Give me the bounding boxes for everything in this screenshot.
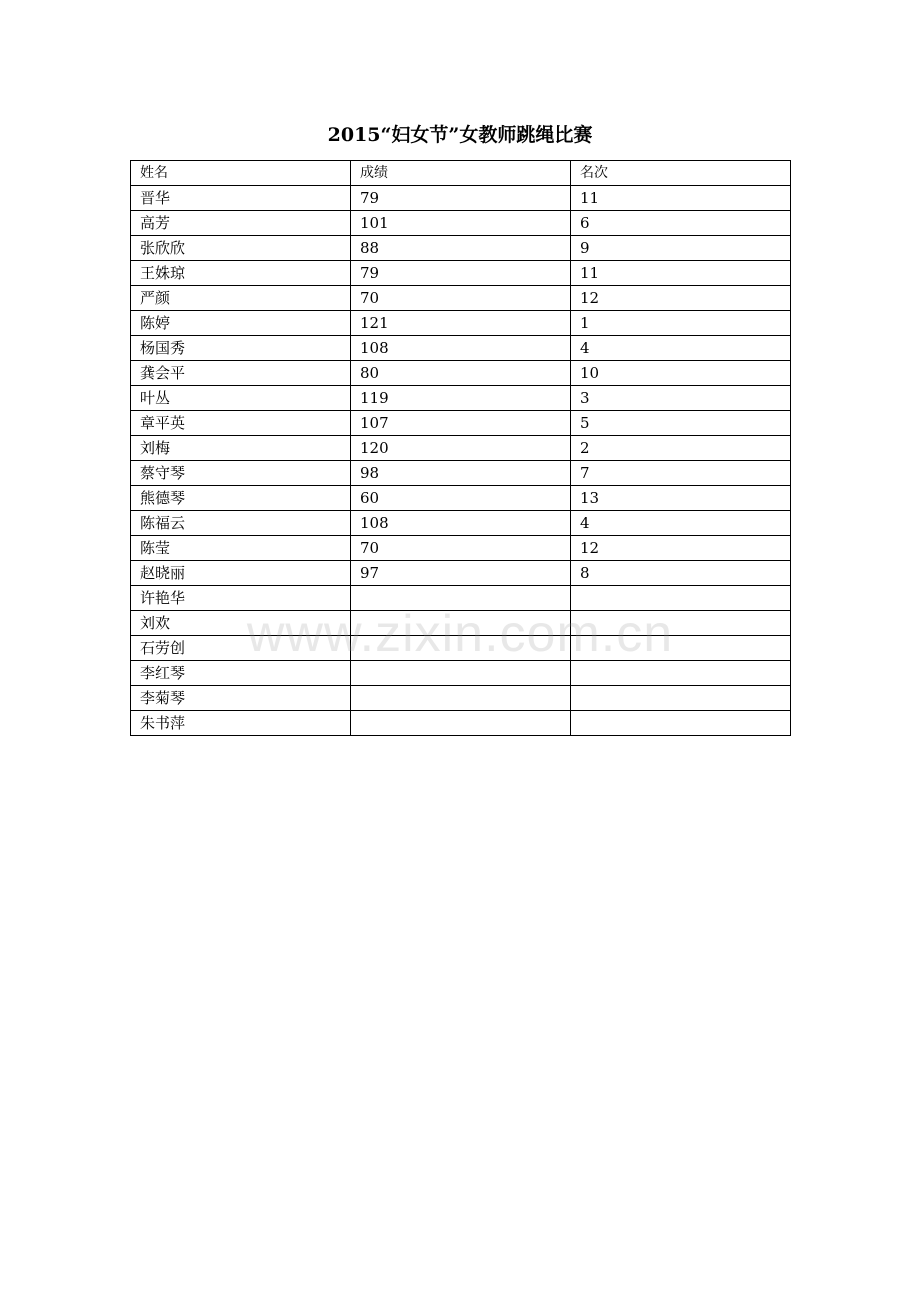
cell-name: 刘欢 bbox=[131, 611, 351, 636]
cell-score: 107 bbox=[351, 411, 571, 436]
cell-score: 98 bbox=[351, 461, 571, 486]
cell-rank: 4 bbox=[571, 336, 791, 361]
cell-rank: 4 bbox=[571, 511, 791, 536]
cell-name: 严颜 bbox=[131, 286, 351, 311]
cell-score bbox=[351, 636, 571, 661]
table-row bbox=[131, 536, 791, 561]
cell-rank bbox=[571, 661, 791, 686]
table-row bbox=[131, 661, 791, 686]
cell-name: 龚会平 bbox=[131, 361, 351, 386]
table-row bbox=[131, 386, 791, 411]
cell-rank: 8 bbox=[571, 561, 791, 586]
cell-name: 王姝琼 bbox=[131, 261, 351, 286]
cell-rank: 7 bbox=[571, 461, 791, 486]
cell-rank bbox=[571, 636, 791, 661]
cell-rank: 9 bbox=[571, 236, 791, 261]
cell-score: 60 bbox=[351, 486, 571, 511]
cell-name: 章平英 bbox=[131, 411, 351, 436]
cell-name: 杨国秀 bbox=[131, 336, 351, 361]
cell-score: 108 bbox=[351, 336, 571, 361]
cell-score: 97 bbox=[351, 561, 571, 586]
cell-rank: 12 bbox=[571, 536, 791, 561]
cell-name: 李菊琴 bbox=[131, 686, 351, 711]
table-row bbox=[131, 561, 791, 586]
cell-score: 108 bbox=[351, 511, 571, 536]
table-row bbox=[131, 311, 791, 336]
cell-rank bbox=[571, 711, 791, 736]
table-row bbox=[131, 436, 791, 461]
cell-score: 80 bbox=[351, 361, 571, 386]
cell-score: 101 bbox=[351, 211, 571, 236]
table-row bbox=[131, 686, 791, 711]
header-rank: 名次 bbox=[571, 161, 791, 186]
cell-score: 70 bbox=[351, 286, 571, 311]
cell-name: 赵晓丽 bbox=[131, 561, 351, 586]
cell-rank: 6 bbox=[571, 211, 791, 236]
cell-name: 蔡守琴 bbox=[131, 461, 351, 486]
table-row bbox=[131, 336, 791, 361]
cell-name: 高芳 bbox=[131, 211, 351, 236]
cell-score bbox=[351, 611, 571, 636]
cell-score bbox=[351, 586, 571, 611]
table-row bbox=[131, 461, 791, 486]
cell-name: 朱书萍 bbox=[131, 711, 351, 736]
cell-name: 叶丛 bbox=[131, 386, 351, 411]
cell-name: 熊德琴 bbox=[131, 486, 351, 511]
table-row bbox=[131, 261, 791, 286]
document-title: 2015“妇女节”女教师跳绳比赛 bbox=[327, 124, 593, 146]
cell-name: 晋华 bbox=[131, 186, 351, 211]
table-body bbox=[131, 186, 791, 736]
cell-rank: 11 bbox=[571, 261, 791, 286]
cell-score: 88 bbox=[351, 236, 571, 261]
cell-score: 79 bbox=[351, 186, 571, 211]
cell-rank: 11 bbox=[571, 186, 791, 211]
cell-score: 79 bbox=[351, 261, 571, 286]
cell-score: 119 bbox=[351, 386, 571, 411]
table-row bbox=[131, 361, 791, 386]
cell-rank: 13 bbox=[571, 486, 791, 511]
cell-rank: 5 bbox=[571, 411, 791, 436]
cell-name: 李红琴 bbox=[131, 661, 351, 686]
cell-name: 张欣欣 bbox=[131, 236, 351, 261]
cell-name: 刘梅 bbox=[131, 436, 351, 461]
cell-name: 陈婷 bbox=[131, 311, 351, 336]
cell-rank bbox=[571, 586, 791, 611]
table-row bbox=[131, 711, 791, 736]
table-row bbox=[131, 486, 791, 511]
cell-name: 陈福云 bbox=[131, 511, 351, 536]
cell-score bbox=[351, 661, 571, 686]
cell-score bbox=[351, 686, 571, 711]
watermark: www.zixin.com.cn bbox=[246, 605, 674, 663]
cell-rank: 2 bbox=[571, 436, 791, 461]
table-row bbox=[131, 211, 791, 236]
table-row bbox=[131, 411, 791, 436]
table-row bbox=[131, 236, 791, 261]
table-row bbox=[131, 611, 791, 636]
cell-name: 石劳创 bbox=[131, 636, 351, 661]
cell-rank bbox=[571, 686, 791, 711]
cell-name: 陈莹 bbox=[131, 536, 351, 561]
cell-rank bbox=[571, 611, 791, 636]
cell-score bbox=[351, 711, 571, 736]
cell-score: 121 bbox=[351, 311, 571, 336]
table-row bbox=[131, 586, 791, 611]
cell-rank: 12 bbox=[571, 286, 791, 311]
cell-name: 许艳华 bbox=[131, 586, 351, 611]
table-row bbox=[131, 636, 791, 661]
results-table bbox=[130, 160, 791, 736]
cell-score: 70 bbox=[351, 536, 571, 561]
table-row bbox=[131, 511, 791, 536]
cell-rank: 1 bbox=[571, 311, 791, 336]
cell-score: 120 bbox=[351, 436, 571, 461]
table-row bbox=[131, 286, 791, 311]
header-score: 成绩 bbox=[351, 161, 571, 186]
header-name: 姓名 bbox=[131, 161, 351, 186]
table-header-row bbox=[131, 161, 791, 186]
table-row bbox=[131, 186, 791, 211]
cell-rank: 3 bbox=[571, 386, 791, 411]
cell-rank: 10 bbox=[571, 361, 791, 386]
